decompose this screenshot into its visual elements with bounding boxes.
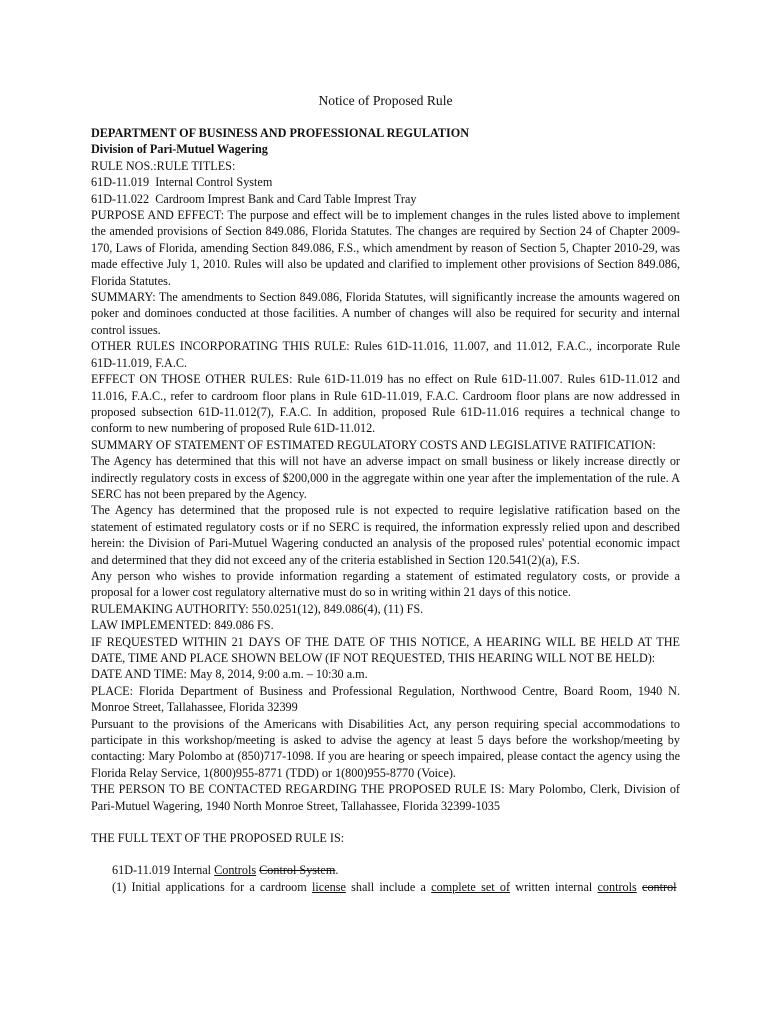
effect-on-other-rules: EFFECT ON THOSE OTHER RULES: Rule 61D-11.019 has no effect on Rule 61D-11.007. Rules 61D-11.012 and 11.016, F.A.C., refer to cardroom floor plans in Rule 61D-11.019, F.A.C. Cardroom floor plans are now addressed in proposed subsection 61D-11.012(7), F.A.C. In addition, proposed Rule 61D-11.016 requires a technical change to conform to new numbering of proposed Rule 61D-11.012. <box>91 372 680 436</box>
document-page <box>91 92 680 895</box>
text-segment: shall include a <box>345 879 432 894</box>
text-segment: written internal <box>510 879 598 894</box>
added-text: complete set of <box>431 879 511 894</box>
rule-text-title <box>91 862 680 878</box>
date-and-time: DATE AND TIME: May 8, 2014, 9:00 a.m. – 10:30 a.m. <box>91 667 368 682</box>
serc-paragraph-1: The Agency has determined that this will not have an adverse impact on small business or likely increase directly or indirectly regulatory costs in excess of $200,000 in the aggregate within one year after the implementation of the rule. A SERC has not been prepared by the Agency. <box>91 454 680 501</box>
rule-title-1: 61D-11.019 Internal Control System <box>91 175 273 190</box>
law-implemented: LAW IMPLEMENTED: 849.086 FS. <box>91 618 274 633</box>
other-rules-incorporating: OTHER RULES INCORPORATING THIS RULE: Rules 61D-11.016, 11.007, and 11.012, F.A.C., incorporate Rule 61D-11.019, F.A.C. <box>91 339 680 370</box>
serc-paragraph-2: The Agency has determined that the proposed rule is not expected to require legislative ratification based on the statement of estimated regulatory costs or if no SERC is required, the information expressly relied upon and described herein: the Division of Pari-Mutuel Wagering conducted an analysis of the proposed rules' potential economic impact and determined that they did not exceed any of the criteria established in Section 120.541(2)(a), F.S. <box>91 503 680 567</box>
rule-text-paragraph-1 <box>91 879 680 895</box>
rulemaking-authority: RULEMAKING AUTHORITY: 550.0251(12), 849.086(4), (11) FS. <box>91 601 424 616</box>
text-segment: (1) Initial applications for a cardroom <box>112 879 313 894</box>
hearing-notice: IF REQUESTED WITHIN 21 DAYS OF THE DATE OF THIS NOTICE, A HEARING WILL BE HELD AT THE DATE, TIME AND PLACE SHOWN BELOW (IF NOT REQUESTED, THIS HEARING WILL NOT BE HELD): <box>91 634 680 665</box>
hearing-place: PLACE: Florida Department of Business and Professional Regulation, Northwood Centre, Board Room, 1940 N. Monroe Street, Tallahassee, Florida 32399 <box>91 683 680 715</box>
rule-title-2: 61D-11.022 Cardroom Imprest Bank and Card Table Imprest Tray <box>91 191 417 206</box>
ada-notice: Pursuant to the provisions of the Americans with Disabilities Act, any person requiring special accommodations to participate in this workshop/meeting is asked to advise the agency at least 5 days before the workshop/meeting by contacting: Mary Polombo at (850)717-1098. If you are hearing or speech impaired, please contact the agency using the Florida Relay Service, 1(800)955-8771 (TDD) or 1(800)955-8770 (Voice). <box>91 716 680 780</box>
notice-title: Notice of Proposed Rule <box>318 93 453 108</box>
contact-person: THE PERSON TO BE CONTACTED REGARDING THE PROPOSED RULE IS: Mary Polombo, Clerk, Division of Pari-Mutuel Wagering, 1940 North Monroe Street, Tallahassee, Florida 32399-1035 <box>91 782 680 813</box>
summary: SUMMARY: The amendments to Section 849.086, Florida Statutes, will significantly increase the amounts wagered on poker and dominoes conducted at those facilities. A number of changes will also be required for security and internal control issues. <box>91 290 680 337</box>
deleted-text: control <box>642 879 677 894</box>
spacer <box>91 846 680 862</box>
spacer <box>91 814 680 830</box>
deleted-text: Control System <box>259 863 336 878</box>
period: . <box>335 863 339 878</box>
full-text-heading: THE FULL TEXT OF THE PROPOSED RULE IS: <box>91 831 345 846</box>
added-text: license <box>312 879 346 894</box>
department-heading: DEPARTMENT OF BUSINESS AND PROFESSIONAL REGULATION <box>91 126 470 140</box>
rule-title-prefix: 61D-11.019 Internal <box>112 863 215 878</box>
serc-heading: SUMMARY OF STATEMENT OF ESTIMATED REGULATORY COSTS AND LEGISLATIVE RATIFICATION: <box>91 437 656 452</box>
purpose-and-effect: PURPOSE AND EFFECT: The purpose and effect will be to implement changes in the rules listed above to implement the amended provisions of Section 849.086, Florida Statutes. The changes are required by Section 24 of Chapter 2009-170, Laws of Florida, amending Section 849.086, F.S., which amendment by reason of Section 5, Chapter 2010-29, was made effective July 1, 2010. Rules will also be updated and clarified to implement other provisions of Section 849.086, Florida Statutes. <box>91 208 680 288</box>
division-heading: Division of Pari-Mutuel Wagering <box>91 142 268 157</box>
any-person-paragraph: Any person who wishes to provide information regarding a statement of estimated regulatory costs, or provide a proposal for a lower cost regulatory alternative must do so in writing within 21 days of this notice. <box>91 568 680 600</box>
rule-nos-heading: RULE NOS.:RULE TITLES: <box>91 158 236 173</box>
added-text: controls <box>597 879 637 894</box>
added-text: Controls <box>214 863 257 878</box>
